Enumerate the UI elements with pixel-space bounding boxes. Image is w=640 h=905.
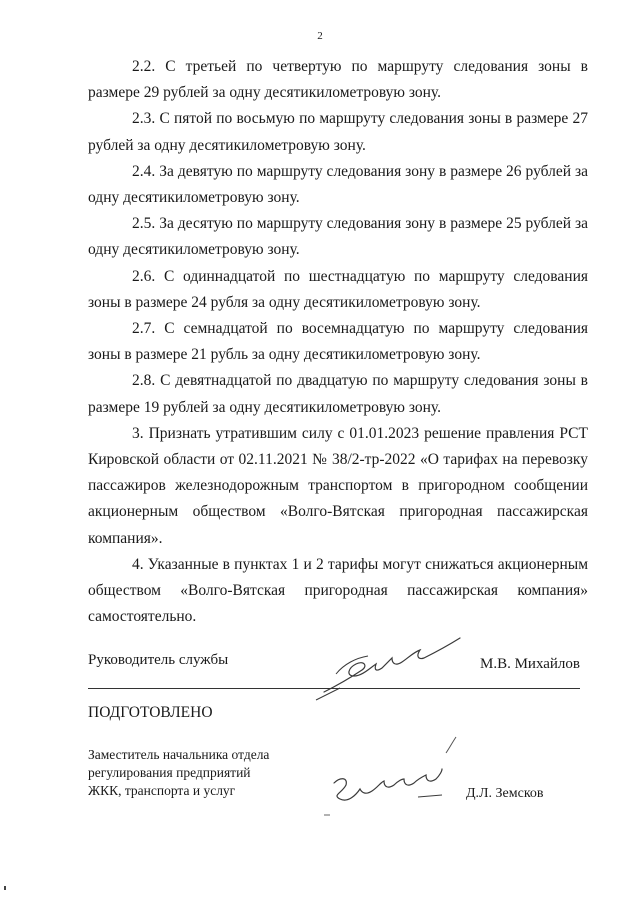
deputy-title xyxy=(88,746,348,800)
head-signature-block xyxy=(88,650,588,695)
page-number: 2 xyxy=(317,30,323,42)
paragraph-2-2: 2.2. С третьей по четвертую по маршруту следования зоны в размере 29 рублей за одну десятикилометровую зону. xyxy=(88,58,588,102)
body-text xyxy=(88,54,588,630)
deputy-title-line: Заместитель начальника отдела xyxy=(88,747,270,762)
paragraph-2-6: 2.6. С одиннадцатой по шестнадцатую по маршруту следования зоны в размере 24 рубля за одну десятикилометровую зону. xyxy=(88,267,588,311)
deputy-title-line: ЖКК, транспорта и услуг xyxy=(88,783,236,798)
signatory-name: М.В. Михайлов xyxy=(479,656,580,672)
paragraph-2-8: 2.8. С девятнадцатой по двадцатую по маршруту следования зоны в размере 19 рублей за одну десятикилометровую зону. xyxy=(88,372,588,416)
paragraph-2-3: 2.3. С пятой по восьмую по маршруту следования зоны в размере 27 рублей за одну десятикилометровую зону. xyxy=(88,110,588,154)
handwritten-signature-deputy xyxy=(318,735,468,825)
handwritten-signature-head xyxy=(310,634,470,704)
paragraph-2-4: 2.4. За девятую по маршруту следования зону в размере 26 рублей за одну десятикилометровую зону. xyxy=(88,162,588,207)
paragraph-2-5: 2.5. За десятую по маршруту следования зону в размере 25 рублей за одну десятикилометровую зону. xyxy=(88,215,588,259)
scan-mark xyxy=(4,886,6,890)
paragraph-2-7: 2.7. С семнадцатой по восемнадцатую по маршруту следования зоны в размере 21 рубль за одну десятикилометровую зону. xyxy=(88,320,588,364)
deputy-title-line: регулирования предприятий xyxy=(88,765,251,780)
signatory-title: Руководитель службы xyxy=(88,652,229,668)
paragraph-3: 3. Признать утратившим силу с 01.01.2023 решение правления РСТ Кировской области от 02.11.2021 № 38/2-тр-2022 «О тарифах на перевозку пассажиров железнодорожным транспортом в пригородном сообщении акционерным обществом «Волго-Вятская пригородная пассажирская компания». xyxy=(88,424,588,547)
prepared-label: ПОДГОТОВЛЕНО xyxy=(88,704,213,721)
paragraph-4: 4. Указанные в пунктах 1 и 2 тарифы могут снижаться акционерным обществом «Волго-Вятская пригородная пассажирская компания» самостоятельно. xyxy=(88,555,588,626)
deputy-name: Д.Л. Земсков xyxy=(466,786,544,801)
signature-line xyxy=(88,688,580,689)
